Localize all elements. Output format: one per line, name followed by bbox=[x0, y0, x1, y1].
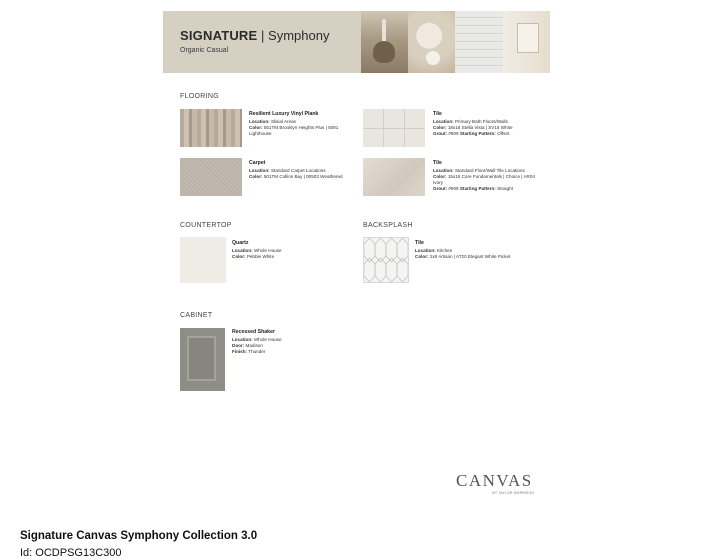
section-heading-countertop: COUNTERTOP bbox=[180, 222, 232, 229]
value-color: 501TM Collins Bay | 00502 Weathered bbox=[263, 173, 343, 179]
label-location: Location: bbox=[249, 167, 270, 173]
style-subtitle: Organic Casual bbox=[180, 47, 229, 54]
section-heading-backsplash: BACKSPLASH bbox=[363, 222, 413, 229]
label-finish: Finish: bbox=[232, 349, 248, 355]
swatch-cabinet-door bbox=[180, 328, 225, 391]
value-location: Standard Carpet Locations bbox=[270, 167, 326, 173]
logo-wordmark: CANVAS bbox=[456, 471, 533, 490]
canvas-logo bbox=[456, 471, 534, 497]
label-color: Color: bbox=[433, 173, 447, 179]
value-location: Whole House bbox=[253, 247, 282, 253]
detail-carpet bbox=[249, 160, 344, 180]
value-grout: #909 bbox=[448, 131, 459, 137]
swatch-tile-bath bbox=[363, 109, 425, 147]
detail-cabinet bbox=[232, 329, 322, 355]
label-location: Location: bbox=[433, 118, 454, 124]
value-door: Madison bbox=[245, 342, 263, 348]
detail-luxury-vinyl-plank bbox=[249, 111, 359, 137]
logo-tagline: BY TAYLOR MORRISON bbox=[492, 491, 534, 495]
swatch-quartz bbox=[180, 237, 226, 283]
swatch-tile-standard bbox=[363, 158, 425, 196]
label-color: Color: bbox=[232, 253, 246, 259]
label-location: Location: bbox=[232, 336, 253, 342]
label-color: Color: bbox=[249, 173, 263, 179]
value-grout: #909 bbox=[448, 186, 459, 192]
label-location: Location: bbox=[249, 118, 270, 124]
label-location: Location: bbox=[415, 247, 436, 253]
value-finish: Thunder bbox=[248, 349, 266, 355]
label-grout: Grout: bbox=[433, 131, 448, 137]
lifestyle-photo-vase bbox=[361, 11, 408, 73]
label-location: Location: bbox=[433, 167, 454, 173]
collection-title bbox=[180, 28, 329, 43]
label-pattern: Starting Pattern: bbox=[459, 186, 496, 192]
label-grout: Grout: bbox=[433, 186, 448, 192]
value-location: Primary Bath Floors/Walls bbox=[454, 118, 508, 124]
label-color: Color: bbox=[249, 124, 263, 130]
value-pattern: Straight bbox=[497, 186, 513, 192]
value-color: 2x8 Artisan | AT20 Elegant White Picket bbox=[429, 253, 511, 259]
brand-name: SIGNATURE bbox=[180, 28, 258, 43]
section-heading-cabinet: CABINET bbox=[180, 312, 213, 319]
label-door: Door: bbox=[232, 342, 245, 348]
label-color: Color: bbox=[415, 253, 429, 259]
lifestyle-photo-bowl bbox=[408, 11, 455, 73]
caption-title: Signature Canvas Symphony Collection 3.0 bbox=[20, 530, 258, 542]
value-color: Pebble White bbox=[246, 253, 275, 259]
item-title: Tile bbox=[415, 240, 424, 246]
detail-tile-standard bbox=[433, 160, 538, 193]
section-heading-flooring: FLOORING bbox=[180, 93, 219, 100]
swatch-luxury-vinyl-plank bbox=[180, 109, 242, 147]
swatch-carpet bbox=[180, 158, 242, 196]
title-separator: | bbox=[261, 28, 265, 43]
lifestyle-photo-brick bbox=[455, 11, 503, 73]
caption-id: Id: OCDPSG13C300 bbox=[20, 547, 122, 559]
value-color: 15x15 Core Fundamentals | Choice | AR04 Ivory bbox=[433, 173, 535, 186]
value-color: 551TM Brooklyn Heights Plus | 5091 Lighthouse bbox=[249, 124, 339, 137]
value-location: Kitchen bbox=[436, 247, 453, 253]
picket-tile-pattern bbox=[364, 238, 408, 282]
detail-backsplash bbox=[415, 240, 540, 260]
item-title: Resilient Luxury Vinyl Plank bbox=[249, 111, 319, 117]
label-pattern: Starting Pattern: bbox=[459, 131, 496, 137]
detail-quartz bbox=[232, 240, 322, 260]
header-banner bbox=[163, 11, 361, 73]
value-color: 18x18 Stella Vista | SV16 White bbox=[447, 124, 513, 130]
value-location: Slisial Areas bbox=[270, 118, 296, 124]
value-location: Standard Floor/Wall Tile Locations bbox=[454, 167, 525, 173]
item-title: Tile bbox=[433, 111, 442, 117]
item-title: Carpet bbox=[249, 160, 266, 166]
detail-tile-bath bbox=[433, 111, 543, 137]
swatch-picket-backsplash bbox=[363, 237, 409, 283]
value-location: Whole House bbox=[253, 336, 282, 342]
collection-name: Symphony bbox=[268, 28, 330, 43]
lifestyle-photo-frame bbox=[503, 11, 550, 73]
item-title: Recessed Shaker bbox=[232, 329, 275, 335]
label-location: Location: bbox=[232, 247, 253, 253]
item-title: Tile bbox=[433, 160, 442, 166]
label-color: Color: bbox=[433, 124, 447, 130]
value-pattern: Offset bbox=[497, 131, 510, 137]
item-title: Quartz bbox=[232, 240, 249, 246]
